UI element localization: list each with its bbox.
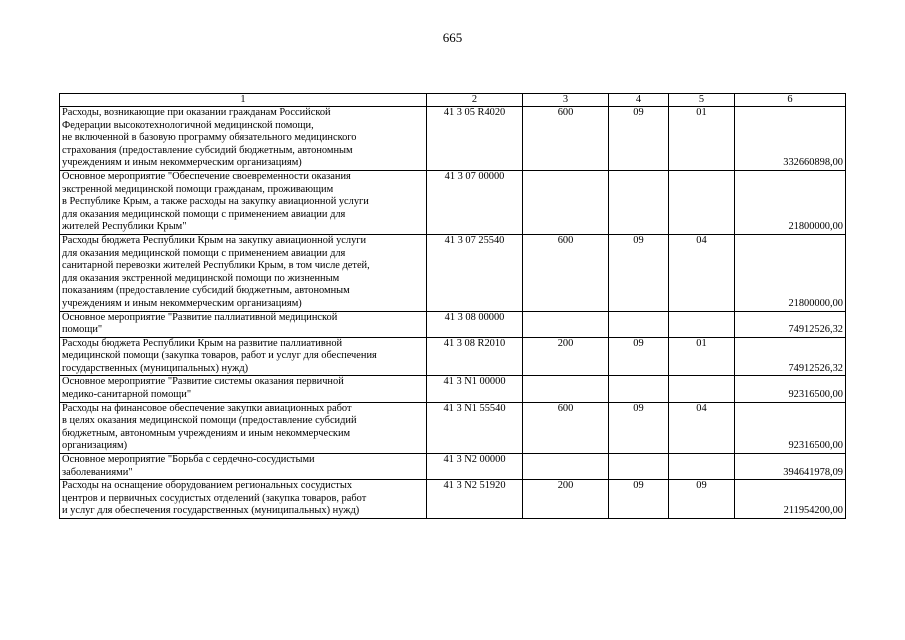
description-line: государственных (муниципальных) нужд) xyxy=(62,362,249,374)
table-row xyxy=(60,480,846,519)
description-line: Расходы бюджета Республики Крым на развитие паллиативной xyxy=(62,337,343,349)
table-row xyxy=(60,337,846,376)
description-line: заболеваниями" xyxy=(62,466,133,478)
row-amount: 74912526,32 xyxy=(735,311,846,337)
row-description xyxy=(60,454,427,480)
description-line: Основное мероприятие "Борьба с сердечно-сосудистыми xyxy=(62,454,315,466)
row-section xyxy=(609,376,669,402)
row-description xyxy=(60,376,427,402)
column-header-4: 4 xyxy=(609,94,669,107)
row-expense-type xyxy=(523,170,609,234)
row-target-code: 41 3 08 R2010 xyxy=(427,337,523,376)
row-subsection: 04 xyxy=(669,234,735,311)
row-expense-type xyxy=(523,311,609,337)
budget-table xyxy=(59,93,846,519)
row-subsection: 04 xyxy=(669,402,735,453)
row-target-code: 41 3 N2 00000 xyxy=(427,454,523,480)
row-section xyxy=(609,454,669,480)
table-header-row xyxy=(60,94,846,107)
description-line: экстренной медицинской помощи гражданам, проживающим xyxy=(62,183,334,195)
row-description xyxy=(60,337,427,376)
description-line: в целях оказания медицинской помощи (предоставление субсидий xyxy=(62,415,357,427)
description-line: показаниям (предоставление субсидий бюджетным, автономным xyxy=(62,285,350,297)
table-row xyxy=(60,311,846,337)
row-section: 09 xyxy=(609,480,669,519)
description-line: центров и первичных сосудистых отделений (закупка товаров, работ xyxy=(62,492,367,504)
row-section xyxy=(609,311,669,337)
description-line: медицинской помощи (закупка товаров, работ и услуг для обеспечения xyxy=(62,350,377,362)
row-section: 09 xyxy=(609,234,669,311)
row-subsection xyxy=(669,454,735,480)
page-number: 665 xyxy=(442,30,463,45)
description-line: санитарной перевозки жителей Республики Крым, в том числе детей, xyxy=(62,260,370,272)
description-line: учреждениям и иным некоммерческим организациям) xyxy=(62,157,302,169)
table-row xyxy=(60,402,846,453)
description-line: Расходы на оснащение оборудованием региональных сосудистых xyxy=(62,480,353,492)
row-section: 09 xyxy=(609,337,669,376)
row-expense-type xyxy=(523,454,609,480)
description-line: учреждениям и иным некоммерческим организациям) xyxy=(62,297,302,309)
row-expense-type: 200 xyxy=(523,337,609,376)
description-line: для оказания медицинской помощи с применением авиации для xyxy=(62,247,346,259)
row-description xyxy=(60,170,427,234)
row-target-code: 41 3 N1 55540 xyxy=(427,402,523,453)
row-amount: 92316500,00 xyxy=(735,376,846,402)
row-amount: 21800000,00 xyxy=(735,170,846,234)
description-line: Основное мероприятие "Развитие системы оказания первичной xyxy=(62,376,344,388)
row-subsection xyxy=(669,376,735,402)
column-header-6: 6 xyxy=(735,94,846,107)
row-target-code: 41 3 N2 51920 xyxy=(427,480,523,519)
row-description xyxy=(60,311,427,337)
row-expense-type: 600 xyxy=(523,234,609,311)
description-line: медико-санитарной помощи" xyxy=(62,389,192,401)
table-row xyxy=(60,234,846,311)
row-description xyxy=(60,402,427,453)
description-line: не включенной в базовую программу обязательного медицинского xyxy=(62,132,357,144)
row-description xyxy=(60,234,427,311)
row-target-code: 41 3 08 00000 xyxy=(427,311,523,337)
row-amount: 332660898,00 xyxy=(735,107,846,171)
description-line: Расходы, возникающие при оказании гражданам Российской xyxy=(62,107,331,118)
table-row xyxy=(60,107,846,171)
table-row xyxy=(60,170,846,234)
row-target-code: 41 3 07 00000 xyxy=(427,170,523,234)
description-line: Основное мероприятие "Развитие паллиативной медицинской xyxy=(62,311,338,323)
description-line: Федерации высокотехнологичной медицинской помощи, xyxy=(62,119,314,131)
row-subsection: 09 xyxy=(669,480,735,519)
row-section: 09 xyxy=(609,107,669,171)
column-header-3: 3 xyxy=(523,94,609,107)
row-subsection: 01 xyxy=(669,107,735,171)
description-line: для оказания медицинской помощи с применением авиации для xyxy=(62,208,346,220)
description-line: организациям) xyxy=(62,440,128,452)
row-section xyxy=(609,170,669,234)
row-expense-type: 600 xyxy=(523,107,609,171)
column-header-1: 1 xyxy=(60,94,427,107)
table-row xyxy=(60,376,846,402)
description-line: помощи" xyxy=(62,324,103,336)
row-section: 09 xyxy=(609,402,669,453)
row-amount: 74912526,32 xyxy=(735,337,846,376)
row-subsection xyxy=(669,170,735,234)
column-header-5: 5 xyxy=(669,94,735,107)
description-line: для оказания экстренной медицинской помощи по жизненным xyxy=(62,272,340,284)
row-expense-type: 200 xyxy=(523,480,609,519)
row-subsection: 01 xyxy=(669,337,735,376)
description-line: страхования (предоставление субсидий бюджетным, автономным xyxy=(62,144,353,156)
table-row xyxy=(60,454,846,480)
row-target-code: 41 3 07 25540 xyxy=(427,234,523,311)
row-target-code: 41 3 N1 00000 xyxy=(427,376,523,402)
row-description xyxy=(60,107,427,171)
row-amount: 21800000,00 xyxy=(735,234,846,311)
row-amount: 211954200,00 xyxy=(735,480,846,519)
row-expense-type: 600 xyxy=(523,402,609,453)
row-target-code: 41 3 05 R4020 xyxy=(427,107,523,171)
row-description xyxy=(60,480,427,519)
column-header-2: 2 xyxy=(427,94,523,107)
description-line: в Республике Крым, а также расходы на закупку авиационной услуги xyxy=(62,196,369,208)
row-expense-type xyxy=(523,376,609,402)
description-line: Основное мероприятие "Обеспечение своевременности оказания xyxy=(62,170,351,182)
description-line: Расходы на финансовое обеспечение закупки авиационных работ xyxy=(62,402,352,414)
description-line: жителей Республики Крым" xyxy=(62,221,187,233)
description-line: бюджетным, автономным учреждениям и иным некоммерческим xyxy=(62,427,351,439)
row-amount: 394641978,09 xyxy=(735,454,846,480)
description-line: Расходы бюджета Республики Крым на закупку авиационной услуги xyxy=(62,234,367,246)
row-amount: 92316500,00 xyxy=(735,402,846,453)
description-line: и услуг для обеспечения государственных (муниципальных) нужд) xyxy=(62,505,360,517)
row-subsection xyxy=(669,311,735,337)
